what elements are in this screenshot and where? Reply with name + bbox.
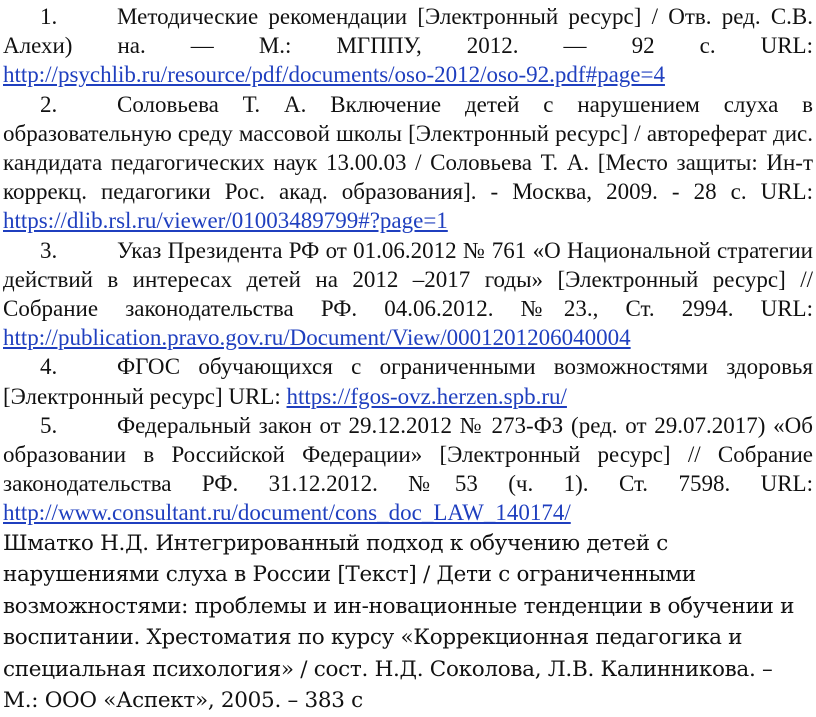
reference-link[interactable]: http://www.consultant.ru/document/cons_doc_LAW_140174/ xyxy=(3,500,571,526)
reference-number: 4. xyxy=(40,354,58,380)
reference-link[interactable]: http://psychlib.ru/resource/pdf/documents/oso-2012/oso-92.pdf#page=4 xyxy=(3,62,665,88)
trailing-reference-paragraph: Шматко Н.Д. Интегрированный подход к обучению детей с нарушениями слуха в России [Текст] / Дети с ограниченными возможностями: проблемы и ин-новационные тенденции в обучении и воспитании. Хрестоматия по курсу «Коррекционная педагогика и специальная психология» / сост. Н.Д. Соколова, Л.В. Калинникова. – М.: ООО «Аспект», 2005. – 383 с xyxy=(3,530,795,714)
reference-link[interactable]: https://dlib.rsl.ru/viewer/01003489799#?page=1 xyxy=(3,208,448,234)
reference-link[interactable]: https://fgos-ovz.herzen.spb.ru/ xyxy=(286,383,567,409)
reference-number: 1. xyxy=(40,4,58,29)
reference-number: 3. xyxy=(40,237,58,263)
reference-text: Методические рекомендации [Электронный ресурс] / Отв. ред. С.В. Алехи) на. — М.: МГППУ, 2012. — 92 с. URL: xyxy=(3,4,813,59)
reference-item-1 xyxy=(3,2,813,90)
reference-item-5 xyxy=(3,411,813,528)
reference-text: Указ Президента РФ от 01.06.2012 № 761 «О Национальной стратегии действий в интересах детей на 2012 –2017 годы» [Электронный ресурс] // Собрание законодательства РФ. 04.06.2012. №23., Ст. 2994. URL: xyxy=(3,237,813,322)
reference-item-3 xyxy=(3,236,813,353)
reference-text: Федеральный закон от 29.12.2012 № 273-ФЗ (ред. от 29.07.2017) «Об образовании в Российской Федерации» [Электронный ресурс] // Собрание законодательства РФ. 31.12.2012. №53 (ч. 1). Ст. 7598. URL: xyxy=(3,412,813,497)
reference-number: 2. xyxy=(40,91,58,117)
reference-item-2 xyxy=(3,90,813,236)
reference-number: 5. xyxy=(40,412,58,438)
reference-text: ФГОС обучающихся с ограниченными возможностями здоровья [Электронный ресурс] URL: xyxy=(3,354,813,409)
reference-text: Соловьева Т. А. Включение детей с нарушением слуха в образовательную среду массовой школы [Электронный ресурс] / автореферат дис. кандидата педагогических наук 13.00.03 / Соловьева Т. А. [Место защиты: Ин-т коррекц. педагогики Рос. акад. образования]. - Москва, 2009. - 28 с. URL: xyxy=(3,91,813,205)
reference-item-4 xyxy=(3,352,813,410)
reference-link[interactable]: http://publication.pravo.gov.ru/Document/View/0001201206040004 xyxy=(3,325,631,351)
